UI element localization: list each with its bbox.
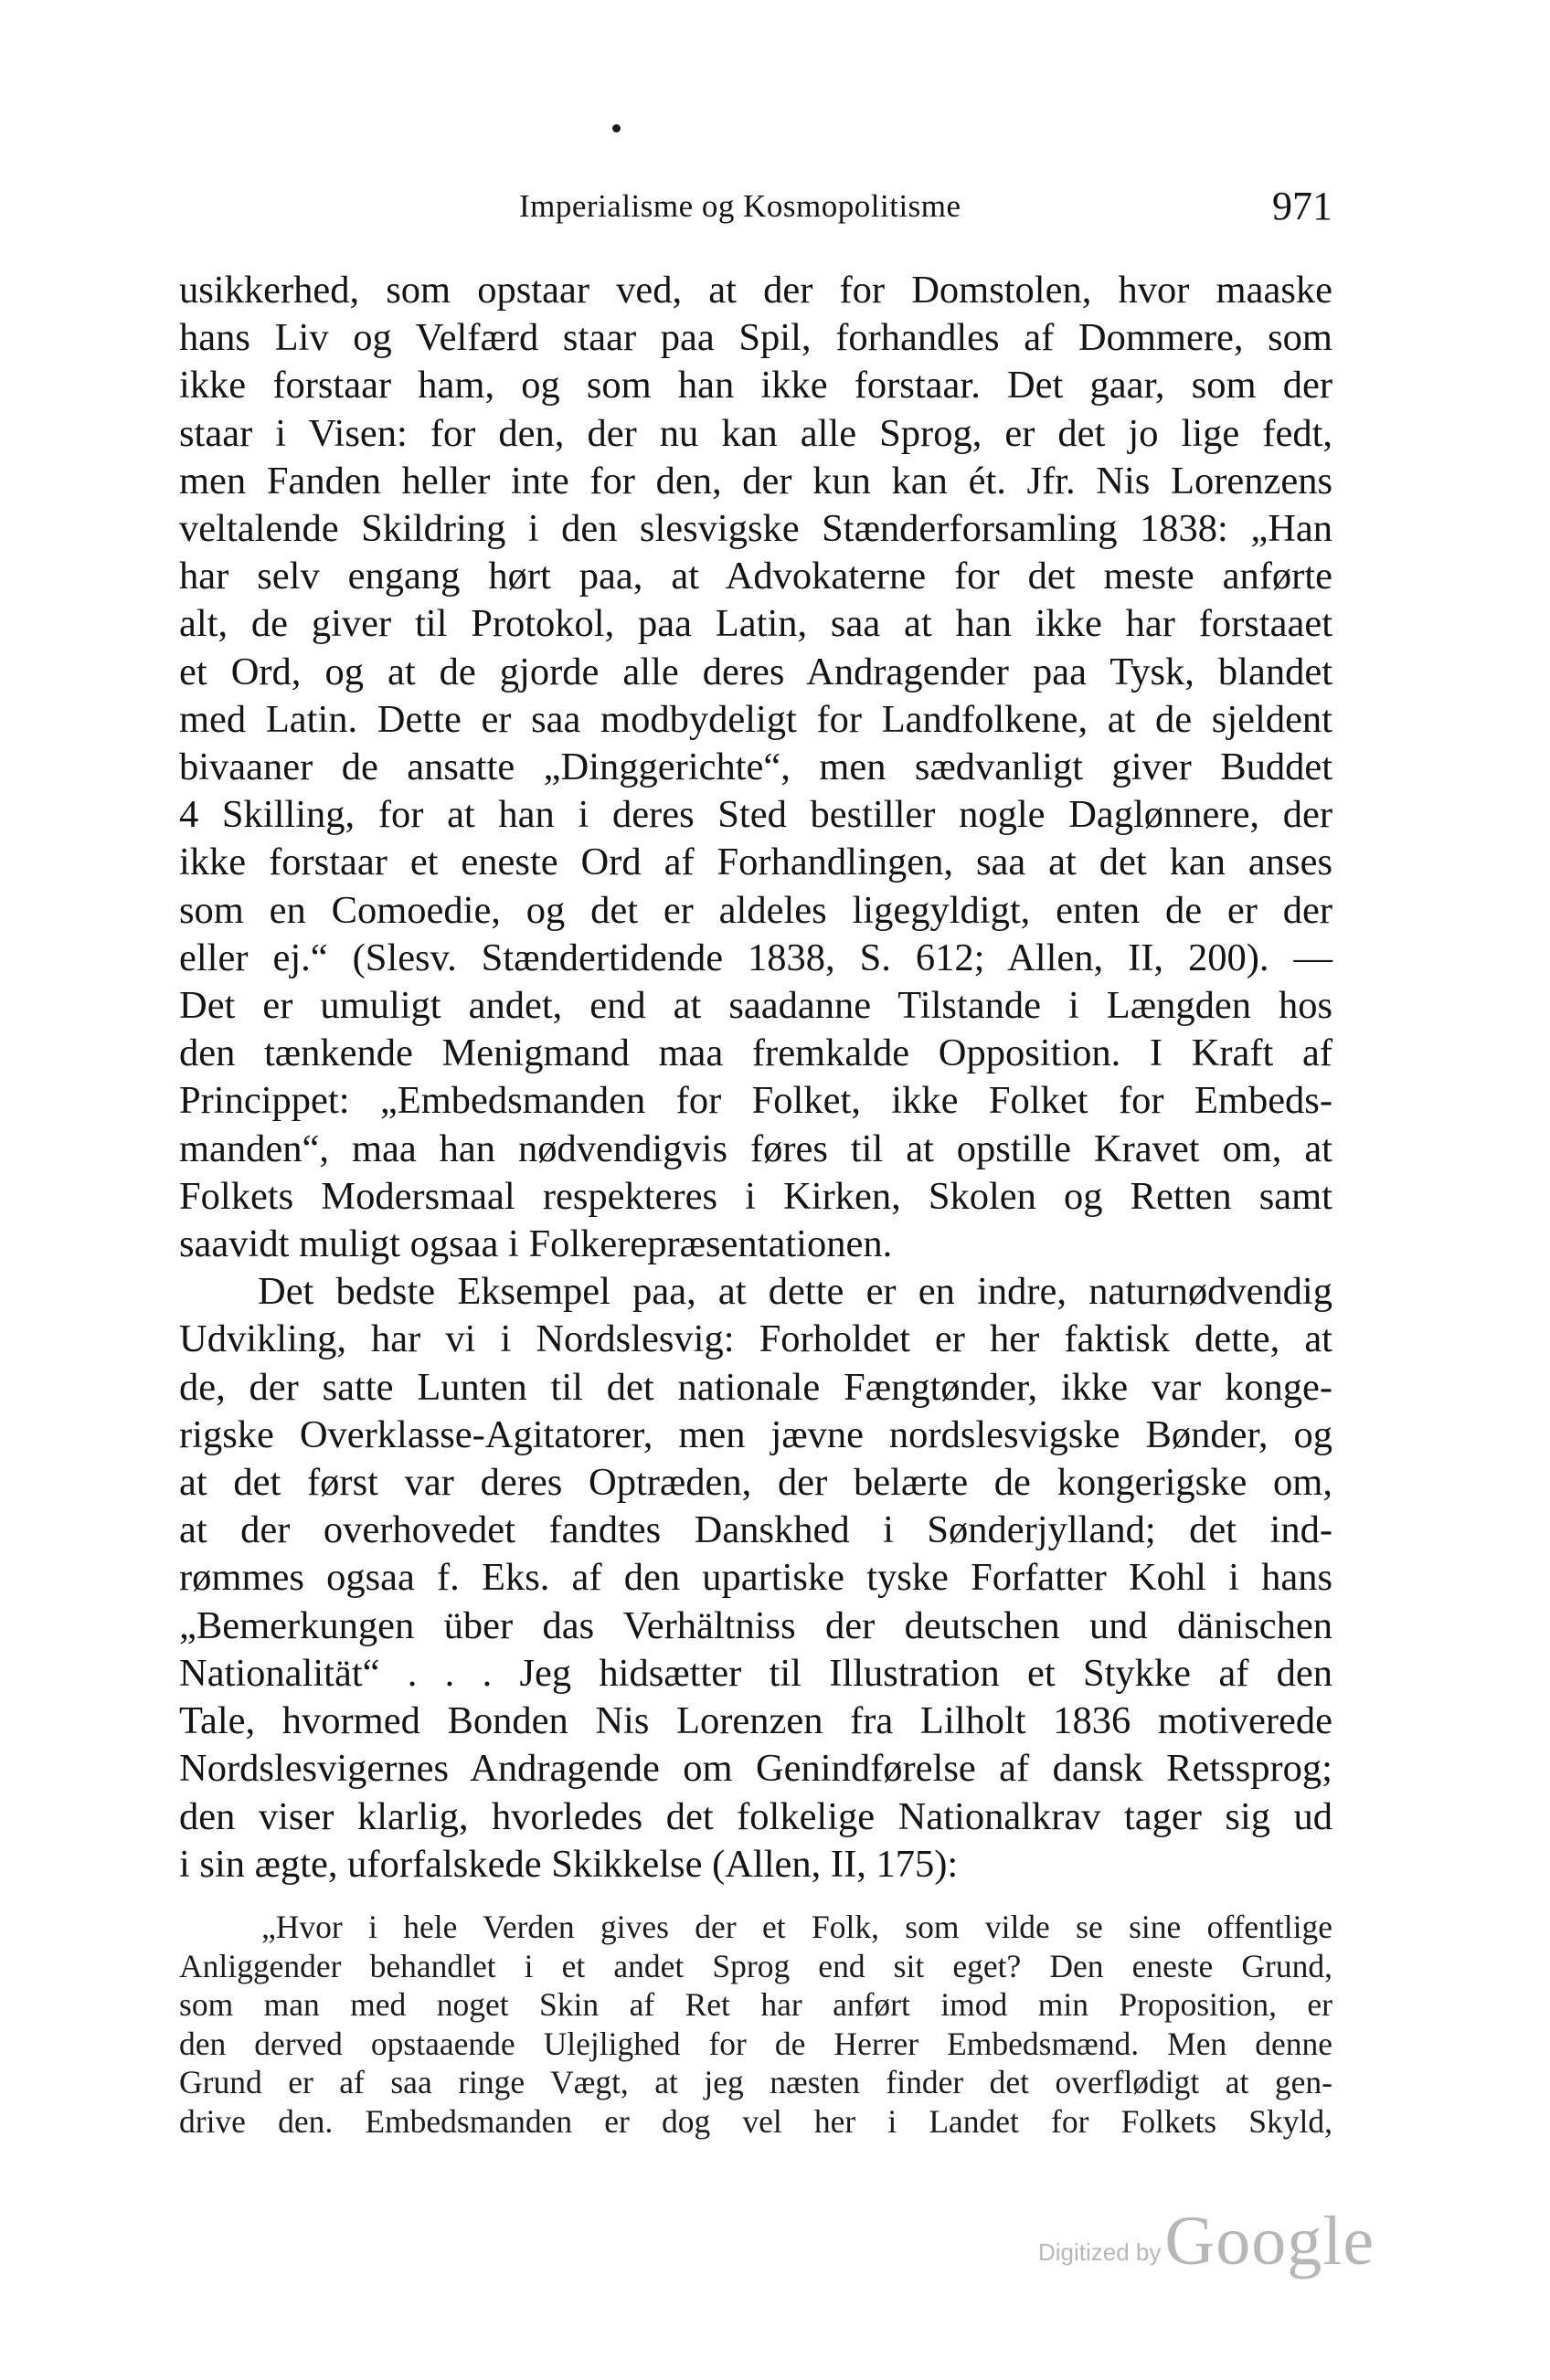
text-line: hans Liv og Velfærd staar paa Spil, forhandles af Dommere, som xyxy=(179,316,1332,360)
text-line: Udvikling, har vi i Nordslesvig: Forholdet er her faktisk dette, at xyxy=(179,1317,1332,1361)
text-line: veltalende Skildring i den slesvigske Stænderforsamling 1838: „Han xyxy=(179,507,1332,551)
text-line: men Fanden heller inte for den, der kun kan ét. Jfr. Nis Lorenzens xyxy=(179,459,1332,502)
block-quote xyxy=(179,1908,1332,2142)
text-line: at der overhovedet fandtes Danskhed i Sønderjylland; det ind- xyxy=(179,1508,1332,1552)
quote-line: „Hvor i hele Verden gives der et Folk, som vilde se sine offentlige xyxy=(261,1909,1332,1945)
text-line: ikke forstaar et eneste Ord af Forhandlingen, saa at det kan anses xyxy=(179,841,1332,884)
text-line: Det bedste Eksempel paa, at dette er en indre, naturnødvendig xyxy=(258,1270,1332,1314)
google-logo: Google xyxy=(1164,2203,1375,2280)
text-line: den viser klarlig, hvorledes det folkelige Nationalkrav tager sig ud xyxy=(179,1794,1332,1838)
text-line: Nordslesvigernes Andragende om Genindførelse af dansk Retssprog; xyxy=(179,1747,1332,1791)
text-line: „Bemerkungen über das Verhältniss der deutschen und dänischen xyxy=(179,1603,1332,1647)
text-line: ikke forstaar ham, og som han ikke forstaar. Det gaar, som der xyxy=(179,364,1332,407)
page-header xyxy=(179,179,1332,234)
text-line: eller ej.“ (Slesv. Stændertidende 1838, S. 612; Allen, II, 200). — xyxy=(179,936,1332,979)
quote-line: Anliggender behandlet i et andet Sprog end sit eget? Den eneste Grund, xyxy=(179,1947,1332,1984)
text-line: Nationalität“ . . . Jeg hidsætter til Illustration et Stykke af den xyxy=(179,1651,1332,1695)
watermark-prefix: Digitized by xyxy=(1038,2238,1162,2266)
text-line: har selv engang hørt paa, at Advokaterne for det meste anførte xyxy=(179,555,1332,598)
text-line: de, der satte Lunten til det nationale Fængtønder, ikke var konge- xyxy=(179,1365,1332,1409)
page-number: 971 xyxy=(1272,184,1332,228)
digitized-watermark xyxy=(1038,2202,1375,2281)
quote-line: som man med noget Skin af Ret har anført imod min Proposition, er xyxy=(179,1986,1332,2024)
text-line: Tale, hvormed Bonden Nis Lorenzen fra Lilholt 1836 motiverede xyxy=(179,1699,1332,1743)
text-line: staar i Visen: for den, der nu kan alle Sprog, er det jo lige fedt, xyxy=(179,411,1332,455)
quote-line: Grund er af saa ringe Vægt, at jeg næsten finder det overflødigt at gen- xyxy=(179,2064,1332,2101)
text-line: Det er umuligt andet, end at saadanne Tilstande i Længden hos xyxy=(179,984,1332,1028)
text-line: manden“, maa han nødvendigvis føres til at opstille Kravet om, at xyxy=(179,1127,1332,1170)
body-text xyxy=(179,267,1332,1888)
text-line: rigske Overklasse-Agitatorer, men jævne nordslesvigske Bønder, og xyxy=(179,1412,1332,1456)
text-line: saavidt muligt ogsaa i Folkerepræsentationen. xyxy=(179,1222,893,1266)
text-line: et Ord, og at de gjorde alle deres Andragender paa Tysk, blandet xyxy=(179,650,1332,693)
text-line: som en Comoedie, og det er aldeles ligegyldigt, enten de er der xyxy=(179,888,1332,932)
text-line: med Latin. Dette er saa modbydeligt for Landfolkene, at de sjeldent xyxy=(179,697,1332,741)
text-line: alt, de giver til Protokol, paa Latin, saa at han ikke har forstaaet xyxy=(179,602,1332,646)
text-line: Princippet: „Embedsmanden for Folket, ikke Folket for Embeds- xyxy=(179,1079,1332,1123)
text-line: i sin ægte, uforfalskede Skikkelse (Allen, II, 175): xyxy=(179,1842,959,1886)
quote-line: den derved opstaaende Ulejlighed for de Herrer Embedsmænd. Men denne xyxy=(179,2025,1332,2062)
text-line: bivaaner de ansatte „Dinggerichte“, men sædvanligt giver Buddet xyxy=(179,746,1332,789)
text-line: at det først var deres Optræden, der belærte de kongerigske om, xyxy=(179,1461,1332,1505)
text-line: usikkerhed, som opstaar ved, at der for Domstolen, hvor maaske xyxy=(179,269,1332,312)
text-line: den tænkende Menigmand maa fremkalde Opposition. I Kraft af xyxy=(179,1031,1332,1075)
quote-line: drive den. Embedsmanden er dog vel her i Landet for Folkets Skyld, xyxy=(179,2102,1332,2140)
text-line: rømmes ogsaa f. Eks. af den upartiske tyske Forfatter Kohl i hans xyxy=(179,1556,1332,1600)
ink-dot xyxy=(612,124,621,132)
running-title: Imperialisme og Kosmopolitisme xyxy=(519,188,961,224)
text-line: 4 Skilling, for at han i deres Sted bestiller nogle Daglønnere, der xyxy=(179,793,1332,837)
text-line: Folkets Modersmaal respekteres i Kirken, Skolen og Retten samt xyxy=(179,1174,1332,1218)
